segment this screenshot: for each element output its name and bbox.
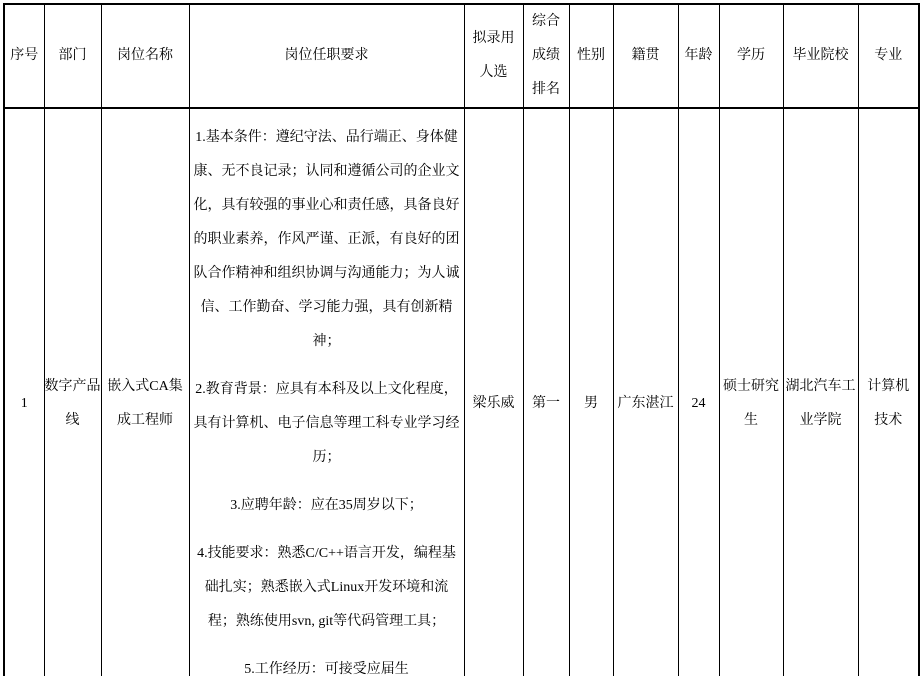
requirement-paragraph-5: 5.工作经历：可接受应届生 (244, 662, 409, 676)
cell-candidate: 梁乐威 (464, 108, 523, 676)
table-row (4, 108, 919, 676)
cell-department: 数字产品线 (44, 108, 101, 676)
requirement-paragraph-3: 3.应聘年龄：应在35周岁以下； (230, 498, 423, 513)
recruitment-table (3, 3, 920, 676)
cell-school: 湖北汽车工业学院 (783, 108, 858, 676)
cell-rank: 第一 (523, 108, 569, 676)
col-header-school: 毕业院校 (783, 4, 858, 108)
col-header-candidate: 拟录用人选 (464, 4, 523, 108)
col-header-position: 岗位名称 (101, 4, 189, 108)
col-header-rank: 综合成绩排名 (523, 4, 569, 108)
col-header-gender: 性别 (569, 4, 613, 108)
cell-hometown: 广东湛江 (613, 108, 678, 676)
col-header-age: 年龄 (678, 4, 719, 108)
col-header-department: 部门 (44, 4, 101, 108)
cell-position: 嵌入式CA集成工程师 (101, 108, 189, 676)
col-header-index: 序号 (4, 4, 44, 108)
cell-requirements (189, 108, 464, 676)
col-header-education: 学历 (719, 4, 783, 108)
cell-gender: 男 (569, 108, 613, 676)
col-header-requirements: 岗位任职要求 (189, 4, 464, 108)
col-header-major: 专业 (858, 4, 919, 108)
col-header-hometown: 籍贯 (613, 4, 678, 108)
requirement-paragraph-1: 1.基本条件：遵纪守法、品行端正、身体健康、无不良记录；认同和遵循公司的企业文化，具有较强的事业心和责任感，具备良好的职业素养，作风严谨、正派，有良好的团队合作精神和组织协调与沟通能力；为人诚信、工作勤奋、学习能力强，具有创新精神； (193, 130, 460, 349)
header-row (4, 4, 919, 108)
cell-major: 计算机技术 (858, 108, 919, 676)
cell-index: 1 (4, 108, 44, 676)
requirement-paragraph-2: 2.教育背景：应具有本科及以上文化程度，具有计算机、电子信息等理工科专业学习经历； (193, 382, 460, 465)
requirement-paragraph-4: 4.技能要求：熟悉C/C++语言开发，编程基础扎实；熟悉嵌入式Linux开发环境和流程；熟练使用svn, git等代码管理工具； (197, 546, 456, 629)
cell-education: 硕士研究生 (719, 108, 783, 676)
cell-age: 24 (678, 108, 719, 676)
